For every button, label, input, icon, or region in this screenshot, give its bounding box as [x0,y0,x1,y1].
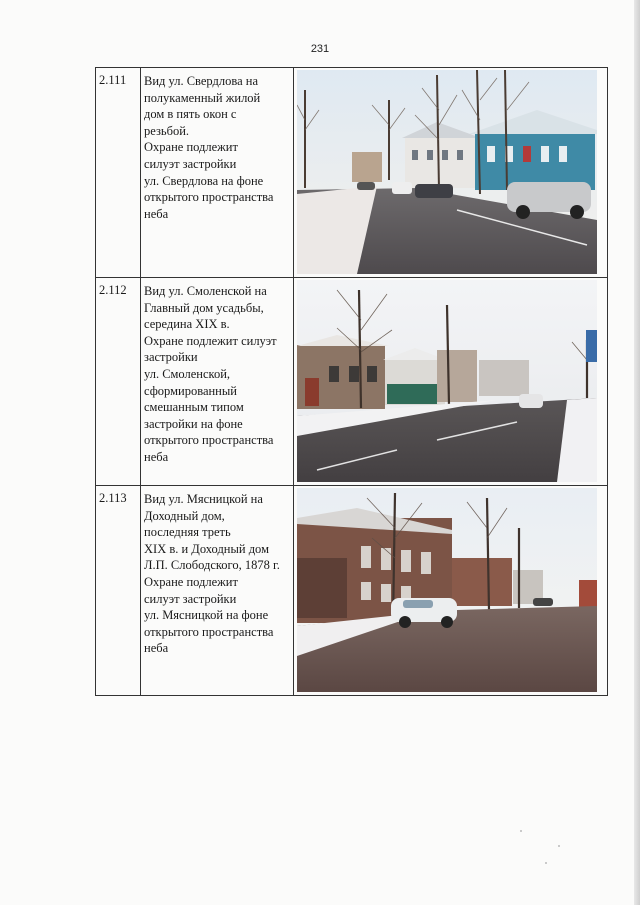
description-line: Л.П. Слободского, 1878 г. [144,558,280,573]
description-line: Охране подлежит [144,574,238,589]
scan-speck [520,830,522,832]
description-line: ул. Мясницкой на фоне [144,608,269,623]
street-photo-myasnitskaya [297,488,597,692]
street-photo-sverdlova [297,70,597,274]
description-line: ул. Смоленской, [144,366,231,381]
description-line: Охране подлежит [144,140,238,155]
scan-edge [634,0,640,905]
description-line: полукаменный жилой [144,90,261,105]
scan-speck [558,845,560,847]
description-line: середина XIX в. [144,317,230,332]
street-photo-smolenskaya [297,280,597,482]
description-line: силуэт застройки [144,591,237,606]
entry-description [141,68,294,278]
description-line: неба [144,449,169,464]
description-line: застройки на фоне [144,416,243,431]
table-row [96,486,608,696]
entry-photo-cell [294,486,608,696]
page-number: 231 [310,43,330,55]
description-line: дом в пять окон с [144,107,237,122]
description-line: неба [144,641,169,656]
description-line: Вид ул. Смоленской на [144,284,267,298]
entry-number: 2.111 [96,68,141,278]
description-line: Вид ул. Свердлова на [144,74,258,88]
description-line: смешанным типом [144,400,244,415]
description-line: открытого пространства [144,433,274,448]
scan-speck [545,862,547,864]
description-line: сформированный [144,383,237,398]
description-line: открытого пространства [144,624,274,639]
entry-number: 2.112 [96,278,141,486]
entry-photo-cell [294,278,608,486]
entry-photo-cell [294,68,608,278]
description-line: неба [144,206,169,221]
description-line: Вид ул. Мясницкой на [144,492,263,506]
description-line: последняя треть [144,525,231,540]
description-line: Доходный дом, [144,508,225,523]
description-line: застройки [144,350,198,365]
description-line: Главный дом усадьбы, [144,300,264,315]
entry-number: 2.113 [96,486,141,696]
table-row [96,68,608,278]
entry-description [141,278,294,486]
description-line: силуэт застройки [144,156,237,171]
entry-description [141,486,294,696]
description-line: резьбой. [144,123,190,138]
heritage-table [95,67,608,696]
description-line: Охране подлежит силуэт [144,333,277,348]
table-row [96,278,608,486]
description-line: XIX в. и Доходный дом [144,541,269,556]
description-line: ул. Свердлова на фоне [144,173,264,188]
description-line: открытого пространства [144,190,274,205]
